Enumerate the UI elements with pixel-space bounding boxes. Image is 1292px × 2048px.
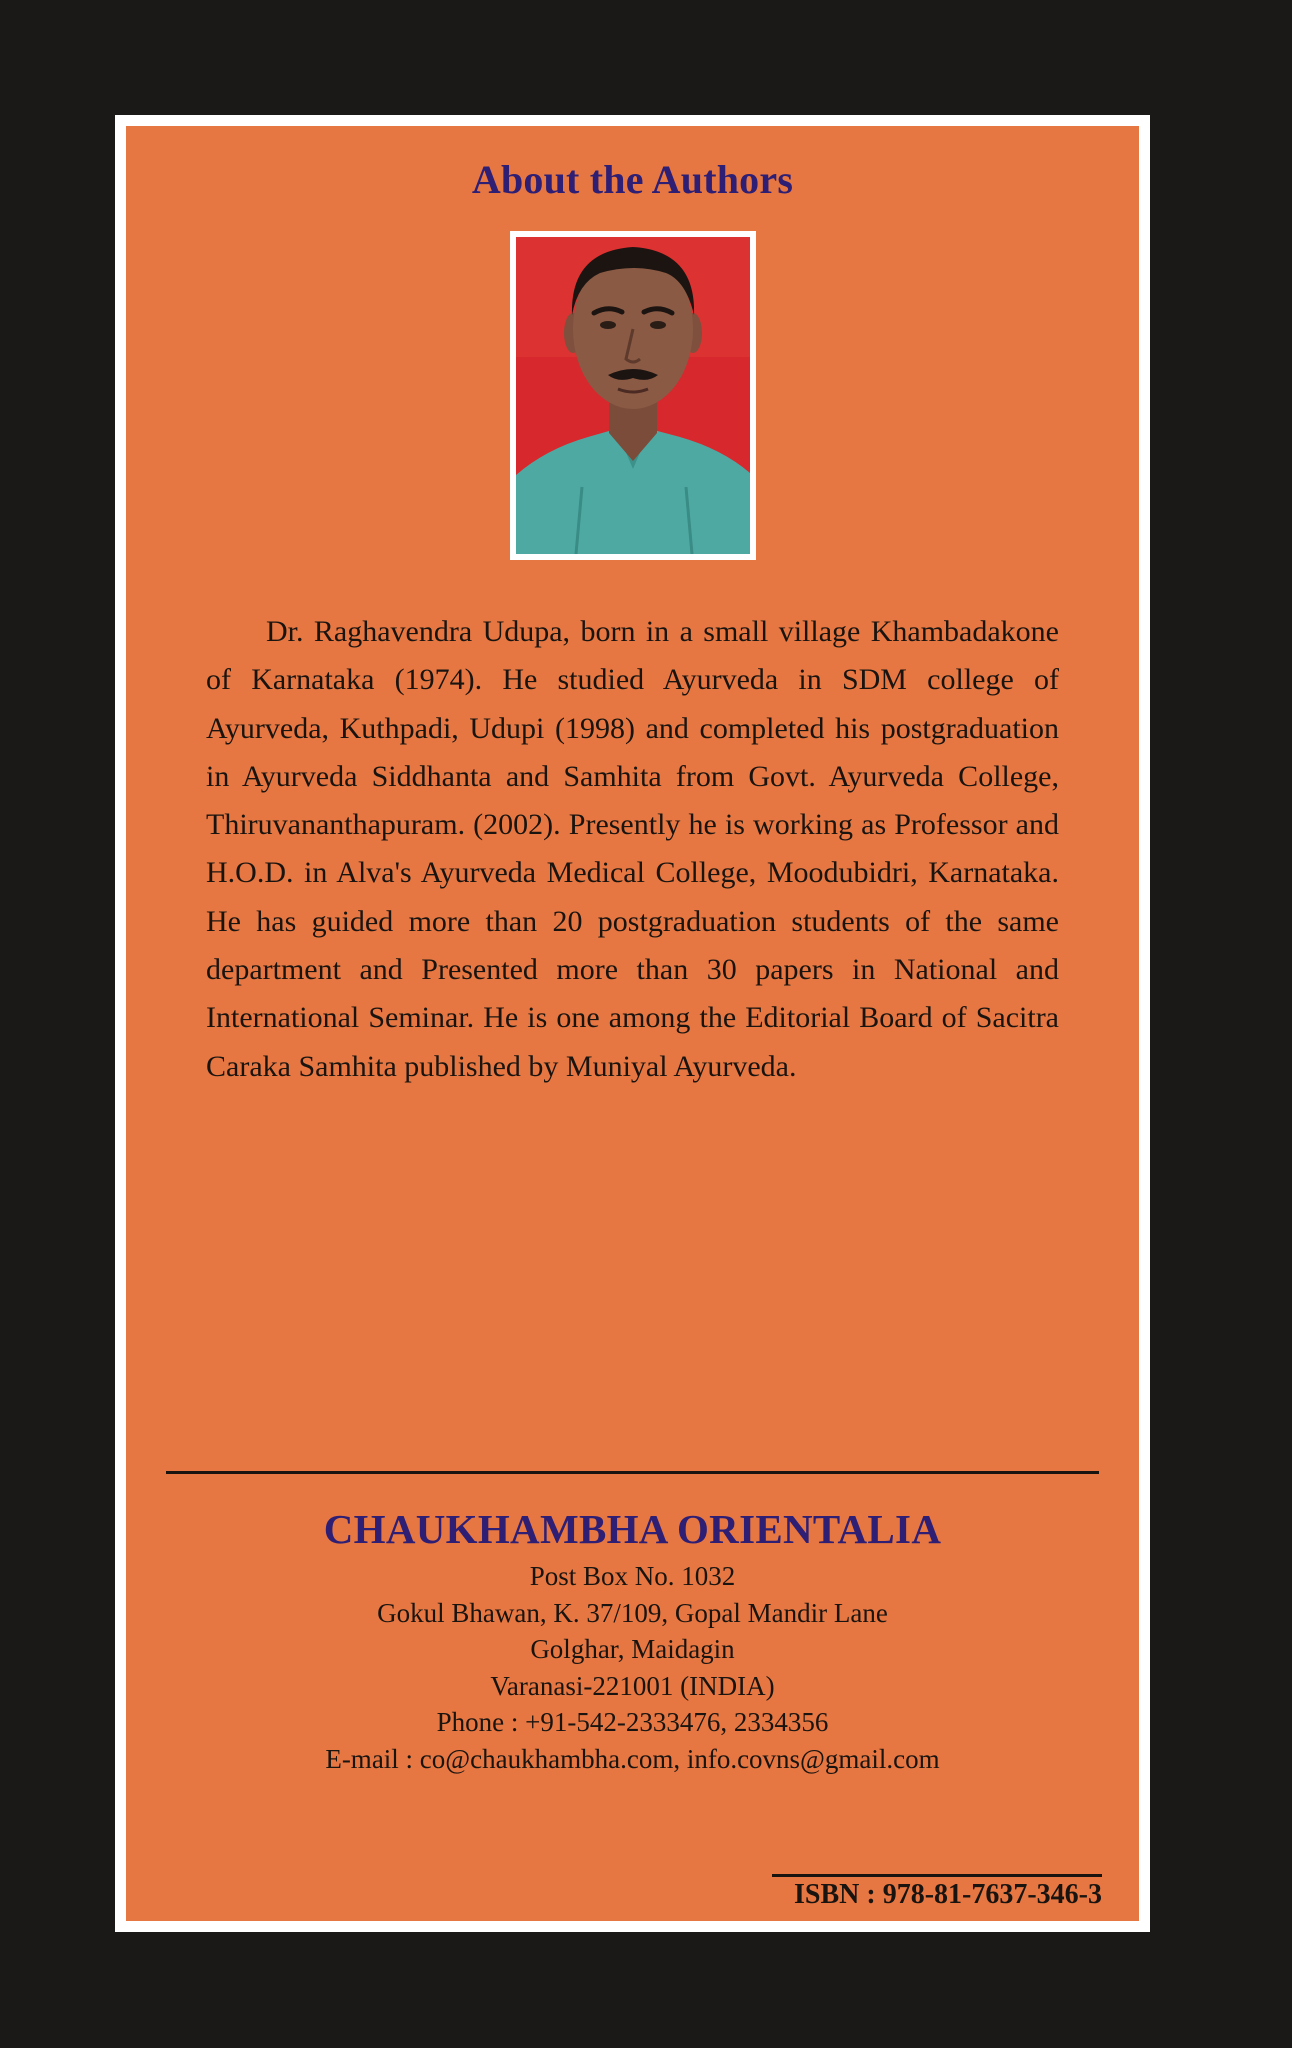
divider-line (166, 1471, 1099, 1474)
isbn-number: ISBN : 978-81-7637-346-3 (794, 1879, 1102, 1910)
address-line-locality: Golghar, Maidagin (530, 1634, 735, 1664)
section-heading: About the Authors (471, 157, 794, 202)
isbn-overline (772, 1874, 1102, 1877)
address-line-city: Varanasi-221001 (INDIA) (490, 1670, 775, 1701)
author-bio: Dr. Raghavendra Udupa, born in a small village Khambadakone of Karnataka (1974). He studied Ayurveda in SDM college of Ayurveda, Kuthpadi, Udupi (1998) and completed his postgraduation in Ayurveda Siddhanta and Samhita from Govt. Ayurveda College, Thiruvananthapuram. (2002). Presently he is working as Professor and H.O.D. in Alva's Ayurveda Medical College, Moodubidri, Karnataka. He has guided more than 20 postgraduation students of the same department and Presented more than 30 papers in National and International Seminar. He is one among the Editorial Board of Sacitra Caraka Samhita published by Muniyal Ayurveda. (206, 615, 1059, 1083)
address-line-post-box: Post Box No. 1032 (529, 1561, 736, 1591)
publisher-address (126, 1558, 1139, 1777)
author-photo-frame (510, 231, 756, 560)
publisher-name: CHAUKHAMBHA ORIENTALIA (323, 1506, 942, 1552)
author-portrait-icon (516, 237, 750, 554)
back-cover-panel (126, 126, 1139, 1921)
address-line-street: Gokul Bhawan, K. 37/109, Gopal Mandir Lane (377, 1597, 888, 1628)
address-line-email: E-mail : co@chaukhambha.com, info.covns@gmail.com (325, 1743, 940, 1774)
address-line-phone: Phone : +91-542-2333476, 2334356 (436, 1707, 829, 1737)
